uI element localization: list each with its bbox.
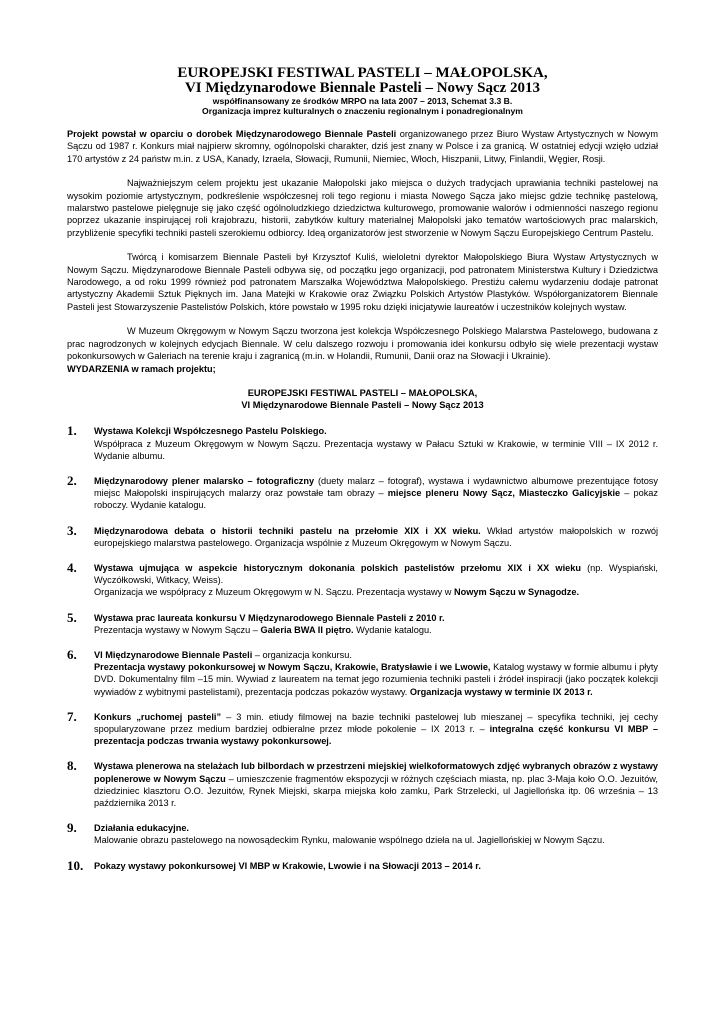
event-presentation: Prezentacja wystawy pokonkursowej w Nowym Sączu, Krakowie, Bratysławie i we Lwowie, [94,662,491,673]
event-item-4 [67,559,658,599]
event-item-5 [67,609,658,636]
event-description: (np. Wyspiański, Wyczółkowski, Witkacy, Weiss). [94,562,658,586]
event-item-2 [67,472,658,512]
event-title: Wystawa plenerowa na stelażach lub bilbordach w przestrzeni miejskiej wielkoformatowych zdjęć wybranych obrazów z wystawy poplenerowe w Nowym Sączu [94,761,658,784]
event-title: Wystawa Kolekcji Współczesnego Pastelu Polskiego. [94,426,327,437]
event-item-1 [67,425,658,462]
event-description-end: – pokaz roboczy. Wydanie katalogu. [94,488,658,511]
event-title: VI Międzynarodowe Biennale Pasteli [94,649,253,660]
event-description-end: Wydanie katalogu. [353,624,432,635]
paragraph-project-goal: Najważniejszym celem projektu jest ukazanie Małopolski jako miejsca o dużych tradycjach uprawiania techniki pastelowej na wysokim poziomie artystycznym, podkreślenie współczesnej roli tego regionu i miasta Nowego Sącza jako miejsc gdzie technikę pastelową, malarstwo pastelowe pielęgnuje się jako część ogólnoludzkiego dziedzictwa kulturowego, promowanie walorów i odmienności naszego regionu poprzez ukazanie inspirującej roli krajobrazu, historii, zabytków kultury materialnej Małopolski jako tematów wartościowych prac malarskich, przybliżenie specyfiki techniki pasteli szerokiemu odbiorcy. Ideą organizatorów jest stworzenie w Nowym Sączu Europejskiego Centrum Pastelu. [67,178,658,238]
event-number: 3. [67,522,77,538]
event-organization-line [94,586,658,598]
event-number: 1. [67,423,77,439]
events-title-line1: EUROPEJSKI FESTIWAL PASTELI – MAŁOPOLSKA, [247,387,478,398]
event-title: Wystawa prac laureata konkursu V Międzynarodowego Biennale Pasteli z 2010 r. [94,612,445,623]
event-number: 5. [67,609,77,625]
paragraph-lead-bold: Projekt powstał w oparciu o dorobek Międzynarodowego Biennale Pasteli [67,129,397,139]
event-number: 9. [67,820,77,836]
event-title: Pokazy wystawy pokonkursowej VI MBP w Krakowie, Lwowie i na Słowacji 2013 – 2014 r. [94,860,481,871]
event-description: Prezentacja wystawy w Nowym Sączu – [94,624,261,635]
event-number: 8. [67,758,77,774]
event-item-7 [67,708,658,748]
event-title: Wystawa ujmująca w aspekcie historycznym dokonania polskich pastelistów przełomu XIX i XX wieku [94,562,581,573]
paragraph-biennale-history: Twórcą i komisarzem Biennale Pasteli był Krzysztof Kuliś, wieloletni dyrektor Małopolskiego Biura Wystaw Artystycznych w Nowym Sączu. Międzynarodowe Biennale Pasteli odbywa się, od początku jego organizacji, pod patronatem Ministerstwa Kultury i Dziedzictwa Narodowego, a od roku 1999 również pod patronatem Marszałka Województwa Małopolskiego. Prestiżu całemu wydarzeniu dodaje patronat artystyczny Akademii Sztuk Pięknych im. Jana Matejki w Krakowie oraz Związku Polskich Artystów Plastyków. Współorganizatorem Biennale Pasteli jest Stowarzyszenie Pastelistów Polskich, które powstało w 1995 roku dzięki inicjatywie laureatów i uczestników kolejnych wystaw. [67,252,658,312]
event-description: – umieszczenie fragmentów ekspozycji w różnych częściach miasta, np. plac 3-Maja koło O.O. Jezuitów, dziedziniec klasztoru O.O. Jezuitów, Rynek Miejski, skarpa miejska koło zamku, Park Strzelecki, ul Jagiellońska itp. 06 września – 13 października 2013 r. [94,773,658,808]
document-title-line2: VI Międzynarodowe Biennale Pasteli – Nowy Sącz 2013 [184,80,541,96]
funding-note: współfinansowany ze środków MRPO na lata 2007 – 2013, Schemat 3.3 B. [212,96,513,106]
event-title: Międzynarodowy plener malarsko – fotograficzny [94,475,315,486]
paragraph-body: organizowanego przez Biuro Wystaw Artystycznych w Nowym Sączu od 1987 r. Konkurs miał najpierw skromny, ogólnopolski charakter, dziś jest znany w Polsce i za granicą. W ostatniej edycji wzięło udział 170 artystów z 24 państw m.in. z USA, Kanady, Izraela, Słowacji, Rumunii, Niemiec, Włoch, Hiszpanii, Litwy, Finlandii, Węgier, Rosji. [67,129,658,164]
document-page [67,66,658,872]
event-item-3 [67,522,658,549]
event-description: Współpraca z Muzeum Okręgowym w Nowym Sączu. Prezentacja wystawy w Pałacu Sztuki w Krakowie, w terminie VIII – IX 2012 r. Wydanie albumu. [94,438,658,461]
event-item-6 [67,646,658,698]
paragraph-project-origin [67,128,658,165]
events-title-line2: VI Międzynarodowe Biennale Pasteli – Nowy Sącz 2013 [241,400,484,411]
event-number: 2. [67,472,77,488]
event-number: 4. [67,559,77,575]
event-location: Galeria BWA II piętro. [260,624,354,635]
event-item-10 [67,857,658,873]
event-note: integralna część konkursu VI MBP – prezentacja podczas trwania wystawy pokonkursowej. [94,723,658,747]
document-title-line1: EUROPEJSKI FESTIWAL PASTELI – MAŁOPOLSKA, [177,65,548,81]
event-item-9 [67,822,658,846]
event-description: (duety malarz – fotograf), wystawa i wydawnictwo albumowe prezentujące fotosy miejsc Małopolski inspirujących malarzy oraz powstałe tam obrazy – [94,475,658,499]
event-item-8 [67,760,658,809]
event-description: Katalog wystawy w formie albumu i płyty DVD. Dokumentalny film –15 min. Wywiad z laureatem na temat jego rozumienia techniki pasteli i źródeł inspiracji (jako początek kolekcji wywiadów z wybitnymi pastelistami), prezentacja podczas pokazów wystawy. [94,662,658,697]
event-title-suffix: – organizacja konkursu. [252,649,352,660]
event-description: Malowanie obrazu pastelowego na nowosądeckim Rynku, malowanie wspólnego dzieła na ul. Jagiellońskiej w Nowym Sączu. [94,835,605,846]
event-number: 6. [67,646,77,662]
event-title: Konkurs „ruchomej pasteli” [94,711,222,722]
funding-scheme-note: Organizacja imprez kulturalnych o znaczeniu regionalnym i ponadregionalnym [202,106,523,116]
event-title: Działania edukacyjne. [94,823,189,834]
events-list [67,425,658,871]
paragraph-museum-collection: W Muzeum Okręgowym w Nowym Sączu tworzona jest kolekcja Współczesnego Polskiego Malarstwa Pastelowego, budowana z prac nagrodzonych w kolejnych edycjach Biennale. W celu dalszego rozwoju i promowania idei konkursu odbyło się wiele prezentacji wystaw pokonkursowych w Galeriach na terenie kraju i zagranicą (m.in. w Holandii, Rumunii, Danii oraz na Słowacji i Ukrainie). [67,326,658,362]
event-title: Międzynarodowa debata o historii techniki pastelu na przełomie XIX i XX wieku. [94,525,481,536]
event-location: miejsce pleneru Nowy Sącz, Miasteczko Galicyjskie [387,488,621,499]
event-organization-text: Organizacja we współpracy z Muzeum Okręgowym w N. Sączu. Prezentacja wystawy w [94,587,454,598]
event-number: 10. [67,857,84,873]
event-location: Nowym Sączu w Synagodze. [453,587,580,598]
event-deadline: Organizacja wystawy w terminie IX 2013 r. [409,686,593,697]
event-number: 7. [67,708,77,724]
events-section-label: WYDARZENIA w ramach projektu; [67,363,216,374]
event-description: – 3 min. etiudy filmowej na bazie techniki pastelowej lub mieszanej – specyfika techniki, jej cechy spopularyzowane przez medium bardziej odbieralne przez młode pokolenie – IX 2013 r. – [94,711,658,734]
event-heading-line [94,649,658,661]
event-description: Wkład artystów małopolskich w rozwój europejskiego malarstwa pastelowego. Organizacja wspólnie z Muzeum Okręgowym w Nowym Sączu. [94,525,658,548]
